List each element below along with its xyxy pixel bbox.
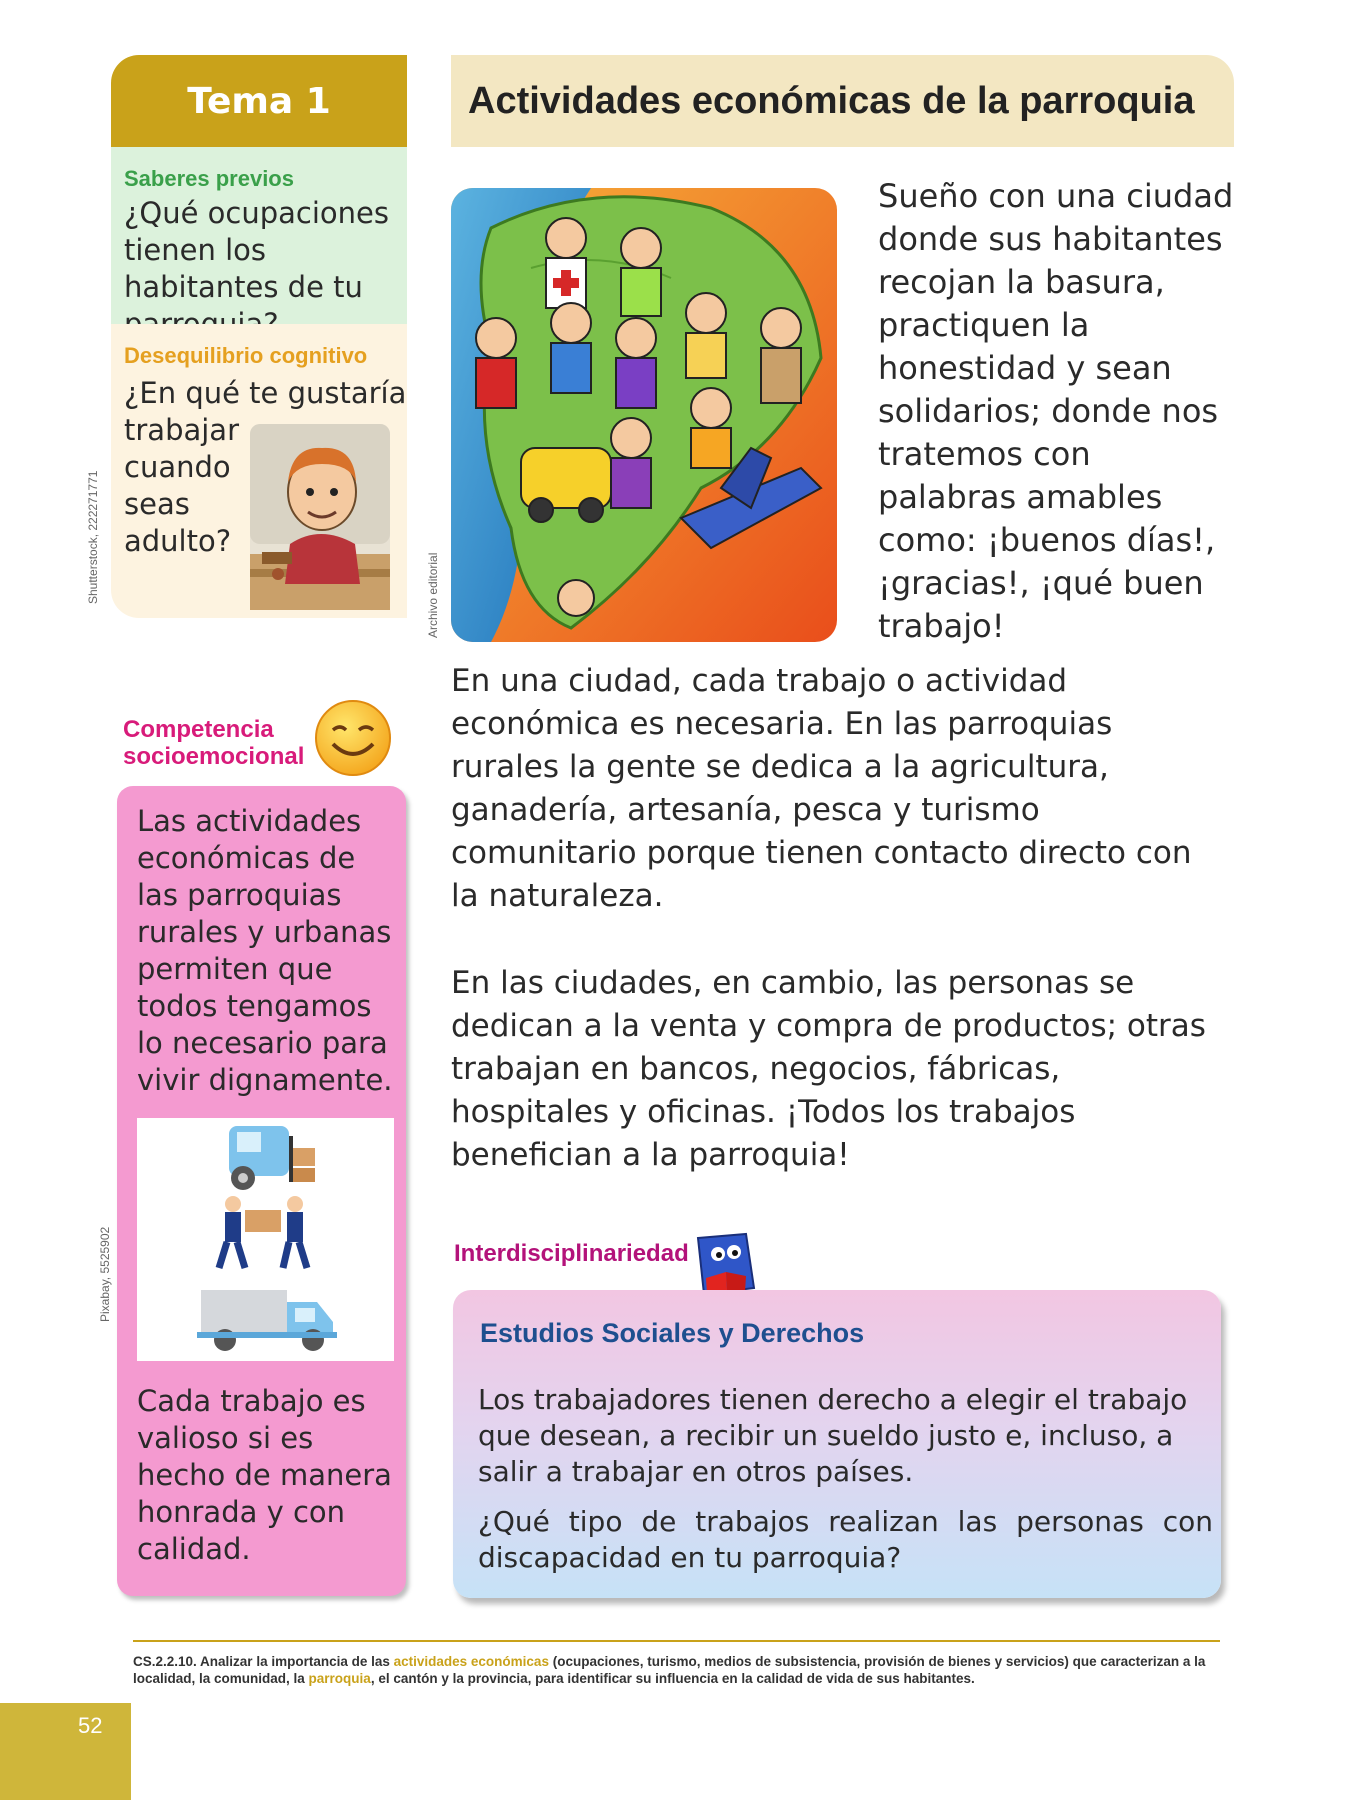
credit-pixabay: Pixabay, 5525902 bbox=[98, 1226, 112, 1322]
desequilibrio-line: ¿En qué te gustaría bbox=[124, 376, 407, 410]
competencia-text-2: Cada trabajo es valioso si es hecho de manera honrada y con calidad. bbox=[137, 1384, 392, 1566]
footer-highlight: actividades económicas bbox=[393, 1654, 549, 1669]
credit-shutterstock: Shutterstock, 222271771 bbox=[86, 470, 100, 604]
page-number-box bbox=[0, 1703, 131, 1800]
page-title: Actividades económicas de la parroquia bbox=[468, 79, 1195, 122]
credit-archivo-editorial: Archivo editorial bbox=[426, 552, 440, 638]
smiley-face-icon bbox=[313, 698, 393, 778]
footer-code: CS.2.2.10. bbox=[133, 1654, 197, 1669]
footer-text-part: Analizar la importancia de las bbox=[196, 1654, 394, 1669]
competencia-label bbox=[123, 716, 304, 770]
footer-divider bbox=[133, 1640, 1220, 1642]
page-number: 52 bbox=[78, 1713, 103, 1738]
desequilibrio-line: trabajar bbox=[124, 413, 239, 447]
paragraph-urban: En las ciudades, en cambio, las personas se dedican a la venta y compra de productos; otras trabajan en bancos, negocios, fábricas, hospitales y oficinas. ¡Todos los trabajos benefician a la parroquia! bbox=[451, 965, 1206, 1173]
competencia-label-line2: socioemocional bbox=[123, 743, 305, 770]
interdisciplinariedad-label: Interdisciplinariedad bbox=[454, 1240, 689, 1267]
interdisciplinariedad-question: ¿Qué tipo de trabajos realizan las personas con discapacidad en tu parroquia? bbox=[478, 1505, 1213, 1574]
interdisciplinariedad-text-1: Los trabajadores tienen derecho a elegir el trabajo que desean, a recibir un sueldo justo e, incluso, a salir a trabajar en otros países. bbox=[478, 1383, 1188, 1488]
workers-map-illustration bbox=[451, 188, 837, 642]
footer-highlight: parroquia bbox=[308, 1671, 371, 1686]
competencia-label-line1: Competencia bbox=[123, 716, 274, 743]
delivery-trucks-illustration bbox=[137, 1118, 394, 1361]
footer-text-part: , el cantón y la provincia, para identificar su influencia en la calidad de vida de sus habitantes. bbox=[370, 1671, 975, 1686]
tema-label: Tema 1 bbox=[187, 80, 331, 122]
saberes-previos-box bbox=[111, 147, 407, 324]
title-bar bbox=[451, 55, 1234, 147]
carpenter-boy-illustration bbox=[250, 424, 390, 610]
dream-text: Sueño con una ciudad donde sus habitantes recojan la basura, practiquen la honestidad y sean solidarios; donde nos tratemos con palabras amables como: ¡buenos días!, ¡gracias!, ¡qué buen trabajo! bbox=[878, 177, 1234, 645]
desequilibrio-line: seas bbox=[124, 487, 190, 521]
interdisciplinariedad-subject: Estudios Sociales y Derechos bbox=[480, 1318, 865, 1348]
tema-tab bbox=[111, 55, 407, 147]
desequilibrio-line: adulto? bbox=[124, 524, 232, 558]
desequilibrio-heading: Desequilibrio cognitivo bbox=[124, 343, 368, 368]
desequilibrio-line: cuando bbox=[124, 450, 231, 484]
curriculum-standard-footer bbox=[133, 1653, 1223, 1687]
saberes-previos-question: ¿Qué ocupaciones tienen los habitantes de tu bbox=[124, 196, 389, 304]
paragraph-rural: En una ciudad, cada trabajo o actividad económica es necesaria. En las parroquias rurales la gente se dedica a la agricultura, ganadería, artesanía, pesca y turismo comunitario porque tienen contacto directo con la naturaleza. bbox=[451, 663, 1192, 914]
competencia-text-1: Las actividades económicas de las parroquias rurales y urbanas permiten que todos tengamos lo necesario para vivir dignamente. bbox=[137, 804, 393, 1097]
saberes-previos-heading: Saberes previos bbox=[124, 166, 294, 191]
footer-text-part: (ocupaciones, turismo, medios de subsistencia, provisión de bienes y servicios) que caracterizan a la localidad, la comunidad, la bbox=[133, 1654, 1206, 1686]
